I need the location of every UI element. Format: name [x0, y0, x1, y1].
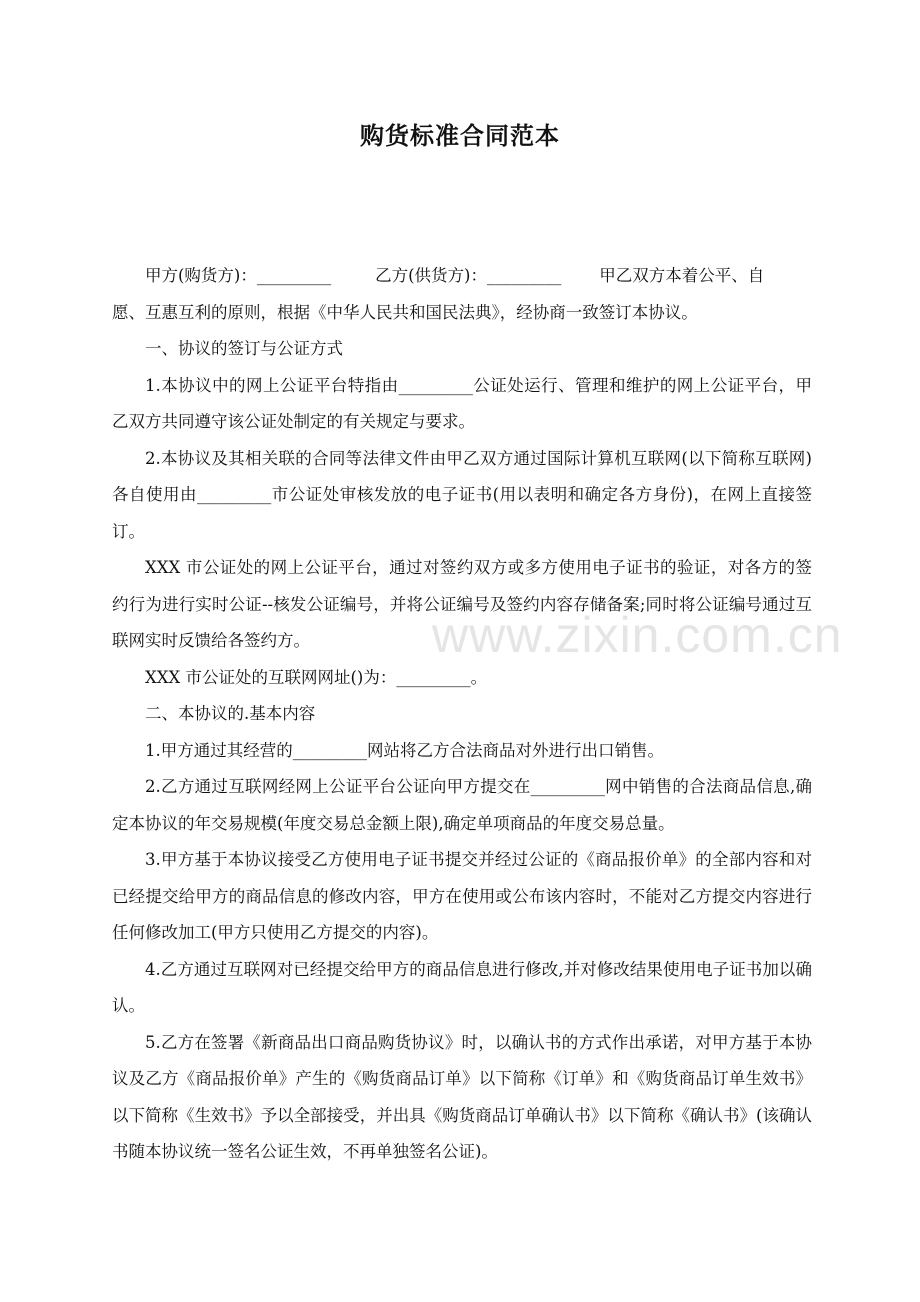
party-b-field: 乙方(供货方)：_________ [375, 266, 562, 285]
party-a-field: 甲方(购货方)：_________ [145, 266, 332, 285]
clause-1-2: 2.本协议及其相关联的合同等法律文件由甲乙双方通过国际计算机互联网(以下简称互联网)各自使用由_________市公证处审核发放的电子证书(用以表明和确定各方身份)，在网上直接签订。 [112, 448, 812, 541]
section-heading-2: 二、本协议的.基本内容 [145, 704, 316, 723]
clause-1-3: XXX 市公证处的网上公证平台，通过对签约双方或多方使用电子证书的验证，对各方的签约行为进行实时公证--核发公证编号，并将公证编号及签约内容存储备案;同时将公证编号通过互联网实时反馈给各签约方。 [112, 558, 812, 650]
clause-1-1: 1.本协议中的网上公证平台特指由_________公证处运行、管理和维护的网上公证平台，甲乙双方共同遵守该公证处制定的有关规定与要求。 [112, 375, 812, 431]
intro-paragraph: 愿、互惠互利的原则，根据《中华人民共和国民法典》，经协商一致签订本协议。 [112, 302, 698, 322]
document-body [112, 258, 812, 1171]
intro-start: 甲乙双方本着公平、自 [599, 266, 765, 285]
document-title: 购货标准合同范本 [360, 122, 560, 150]
clause-2-2: 2.乙方通过互联网经网上公证平台公证向甲方提交在_________网中销售的合法商品信息,确定本协议的年交易规模(年度交易总金额上限),确定单项商品的年度交易总量。 [112, 777, 812, 833]
clause-1-4: XXX 市公证处的互联网网址()为：_________。 [145, 667, 488, 687]
section-heading-1: 一、协议的签订与公证方式 [145, 339, 343, 358]
clause-2-3: 3.甲方基于本协议接受乙方使用电子证书提交并经过公证的《商品报价单》的全部内容和对已经提交给甲方的商品信息的修改内容，甲方在使用或公布该内容时，不能对乙方提交内容进行任何修改加工(甲方只使用乙方提交的内容)。 [112, 850, 812, 942]
parties-line [112, 258, 812, 295]
clause-2-5: 5.乙方在签署《新商品出口商品购货协议》时，以确认书的方式作出承诺，对甲方基于本协议及乙方《商品报价单》产生的《购货商品订单》以下简称《订单》和《购货商品订单生效书》以下简称《生效书》予以全部接受，并出具《购货商品订单确认书》以下简称《确认书》(该确认书随本协议统一签名公证生效，不再单独签名公证)。 [112, 1032, 812, 1161]
clause-2-1: 1.甲方通过其经营的_________网站将乙方合法商品对外进行出口销售。 [145, 740, 664, 760]
clause-2-4: 4.乙方通过互联网对已经提交给甲方的商品信息进行修改,并对修改结果使用电子证书加以确认。 [112, 959, 812, 1015]
watermark: www.zixin.com.cn [432, 607, 843, 663]
